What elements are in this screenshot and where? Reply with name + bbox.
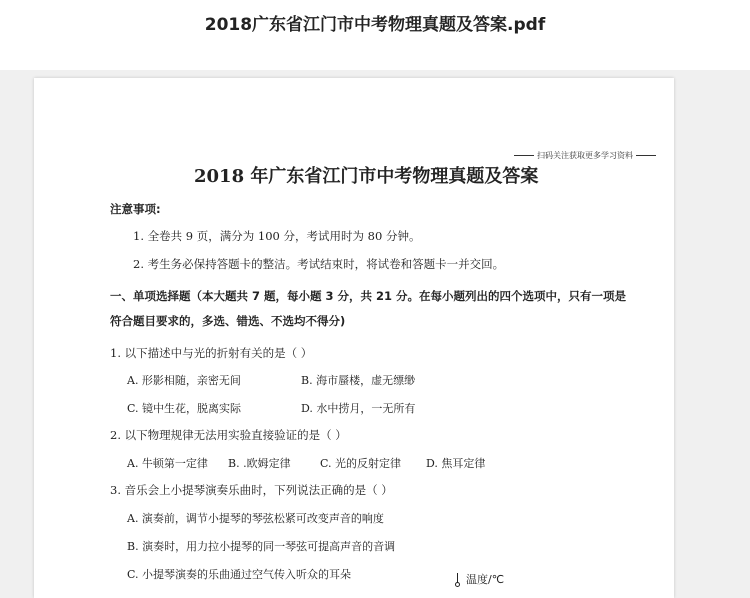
q1-option-c: C. 镜中生花，脱离实际 <box>127 402 242 415</box>
q2-option-c: C. 光的反射定律 <box>320 457 402 470</box>
notice-title: 注意事项: <box>110 202 161 216</box>
q2-stem: 2. 以下物理规律无法用实验直接验证的是（ ） <box>110 428 347 442</box>
q2-option-a: A. 牛顿第一定律 <box>127 457 208 470</box>
corner-note <box>511 150 659 161</box>
corner-note-text: 扫码关注获取更多学习资料 <box>537 151 633 160</box>
q2-option-d: D. 焦耳定律 <box>426 457 486 470</box>
notice-item-1: 1. 全卷共 9 页，满分为 100 分，考试用时为 80 分钟。 <box>133 229 421 243</box>
q1-stem: 1. 以下描述中与光的折射有关的是（ ） <box>110 346 313 360</box>
q2-option-b: B. .欧姆定律 <box>228 457 291 470</box>
corner-rule-left <box>514 155 534 156</box>
q3-stem: 3. 音乐会上小提琴演奏乐曲时，下列说法正确的是（ ） <box>110 483 393 497</box>
exam-heading: 2018 年广东省江门市中考物理真题及答案 <box>194 166 539 187</box>
figure-axis-label-text: 温度/℃ <box>466 573 505 586</box>
viewer-header <box>0 0 750 70</box>
section1-heading-line2: 符合题目要求的，多选、错选、不选均不得分) <box>110 314 346 328</box>
section1-heading-line1: 一、单项选择题（本大题共 7 题，每小题 3 分，共 21 分。在每小题列出的四个选项中，只有一项是 <box>110 289 627 303</box>
corner-rule-right <box>636 155 656 156</box>
document-title: 2018广东省江门市中考物理真题及答案.pdf <box>204 15 546 35</box>
q1-option-d: D. 水中捞月，一无所有 <box>301 402 416 415</box>
figure-axis-label <box>455 571 504 587</box>
q1-option-b: B. 海市蜃楼，虚无缥缈 <box>301 374 416 387</box>
pdf-page[interactable] <box>34 78 674 598</box>
q3-option-c: C. 小提琴演奏的乐曲通过空气传入听众的耳朵 <box>127 568 352 581</box>
thermometer-icon <box>455 573 460 587</box>
q1-option-a: A. 形影相随，亲密无间 <box>127 374 241 387</box>
q3-option-b: B. 演奏时，用力拉小提琴的同一琴弦可提高声音的音调 <box>127 540 396 553</box>
notice-item-2: 2. 考生务必保持答题卡的整洁。考试结束时，将试卷和答题卡一并交回。 <box>133 257 505 271</box>
q3-option-a: A. 演奏前，调节小提琴的琴弦松紧可改变声音的响度 <box>127 512 384 525</box>
